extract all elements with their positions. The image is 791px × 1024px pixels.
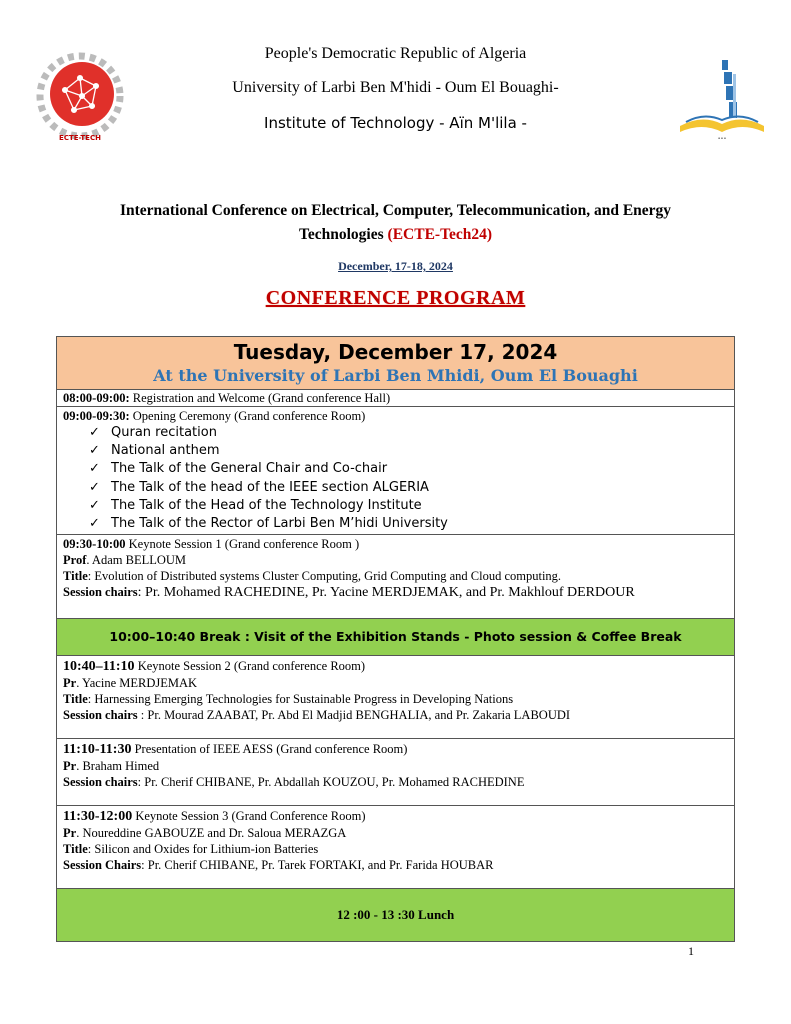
- list-item: ✓ National anthem: [89, 442, 734, 460]
- session-chairs: : Pr. Cherif CHIBANE, Pr. Tarek FORTAKI, and Pr. Farida HOUBAR: [141, 858, 494, 872]
- conference-dates: December, 17-18, 2024: [338, 259, 453, 273]
- institute-name: Institute of Technology - Aïn M'lila -: [264, 114, 527, 132]
- checkmark-icon: ✓: [89, 497, 100, 513]
- talk-title: : Harnessing Emerging Technologies for Sustainable Progress in Developing Nations: [87, 692, 514, 706]
- session-time: 11:10-11:30: [63, 742, 132, 757]
- lunch-row: [57, 889, 735, 942]
- table-row: [57, 656, 735, 739]
- table-row: [57, 739, 735, 806]
- list-item: ✓ The Talk of the Rector of Larbi Ben M’hidi University: [89, 515, 734, 533]
- session-time: 09:30-10:00: [63, 537, 126, 551]
- speaker-name: . Braham Himed: [76, 759, 160, 773]
- day-header-row: [57, 337, 735, 390]
- checkmark-icon: ✓: [89, 479, 100, 495]
- checkmark-icon: ✓: [89, 425, 100, 440]
- session-text: Keynote Session 3 (Grand Conference Room): [132, 809, 366, 823]
- program-table: [56, 336, 735, 942]
- list-item: ✓ The Talk of the head of the IEEE section ALGERIA: [89, 479, 734, 497]
- table-row: [57, 535, 735, 619]
- session-time: 10:40–11:10: [63, 659, 135, 674]
- speaker-name: . Yacine MERDJEMAK: [76, 676, 198, 690]
- session-time: 09:00-09:30:: [63, 409, 130, 423]
- speaker-label: Pr: [63, 826, 77, 840]
- session-text: Keynote Session 2 (Grand conference Room): [134, 659, 366, 673]
- page-number: 1: [688, 944, 694, 958]
- speaker-label: Prof: [63, 553, 87, 567]
- chairs-label: Session chairs: [63, 775, 138, 789]
- title-label: Title: [63, 842, 88, 856]
- checkmark-icon: ✓: [89, 516, 100, 532]
- session-chairs: : Pr. Mourad ZAABAT, Pr. Abd El Madjid BENGHALIA, and Pr. Zakaria LABOUDI: [137, 708, 571, 722]
- session-text: Registration and Welcome (Grand conference Hall): [129, 391, 391, 405]
- break-text: 10:00–10:40 Break : Visit of the Exhibition Stands - Photo session & Coffee Break: [109, 629, 682, 644]
- talk-title: : Silicon and Oxides for Lithium-ion Batteries: [87, 842, 319, 856]
- university-name: University of Larbi Ben M'hidi - Oum El Bouaghi-: [232, 79, 559, 96]
- speaker-name: . Noureddine GABOUZE and Dr. Saloua MERAZGA: [76, 826, 347, 840]
- lunch-text: 12 :00 - 13 :30 Lunch: [336, 907, 455, 922]
- session-time: 11:30-12:00: [63, 809, 133, 824]
- list-item: ✓ The Talk of the General Chair and Co-chair: [89, 460, 734, 478]
- session-time: 08:00-09:00:: [63, 391, 130, 405]
- session-chairs: : Pr. Mohamed RACHEDINE, Pr. Yacine MERDJEMAK, and Pr. Makhlouf DERDOUR: [137, 585, 635, 600]
- title-label: Title: [63, 692, 88, 706]
- conference-acronym: (ECTE-Tech24): [387, 226, 493, 243]
- day-location: At the University of Larbi Ben Mhidi, Oum El Bouaghi: [153, 366, 638, 385]
- table-row: [57, 806, 735, 889]
- talk-title: : Evolution of Distributed systems Cluster Computing, Grid Computing and Cloud computing.: [87, 569, 562, 583]
- speaker-name: . Adam BELLOUM: [86, 553, 187, 567]
- session-text: Presentation of IEEE AESS (Grand conference Room): [131, 742, 408, 756]
- conference-title: [90, 199, 701, 247]
- checkmark-icon: ✓: [89, 443, 100, 459]
- chairs-label: Session chairs: [63, 708, 138, 722]
- speaker-label: Pr: [63, 676, 77, 690]
- checkmark-icon: ✓: [89, 461, 100, 477]
- table-row: [57, 407, 735, 535]
- chairs-label: Session Chairs: [63, 858, 142, 872]
- session-text: Keynote Session 1 (Grand conference Room ): [125, 537, 360, 551]
- day-title: Tuesday, December 17, 2024: [233, 340, 558, 364]
- logo-caption: ECTE-TECH: [59, 134, 101, 142]
- break-row: [57, 619, 735, 656]
- list-item: ✓ The Talk of the Head of the Technology Institute: [89, 497, 734, 515]
- ecte-tech-logo: [30, 50, 130, 150]
- country-name: People's Democratic Republic of Algeria: [264, 45, 527, 62]
- title-label: Title: [63, 569, 88, 583]
- table-row: [57, 390, 735, 407]
- speaker-label: Pr: [63, 759, 77, 773]
- session-chairs: : Pr. Cherif CHIBANE, Pr. Abdallah KOUZOU, Pr. Mohamed RACHEDINE: [137, 775, 525, 789]
- program-heading: CONFERENCE PROGRAM: [265, 287, 526, 309]
- svg-text:•••: •••: [717, 136, 727, 142]
- session-text: Opening Ceremony (Grand conference Room): [129, 409, 366, 423]
- conference-title-main: International Conference on Electrical, Computer, Telecommunication, and Energy Technologies: [119, 202, 672, 243]
- opening-agenda-list: [63, 424, 734, 533]
- list-item: ✓ Quran recitation: [89, 424, 734, 442]
- chairs-label: Session chairs: [63, 585, 138, 599]
